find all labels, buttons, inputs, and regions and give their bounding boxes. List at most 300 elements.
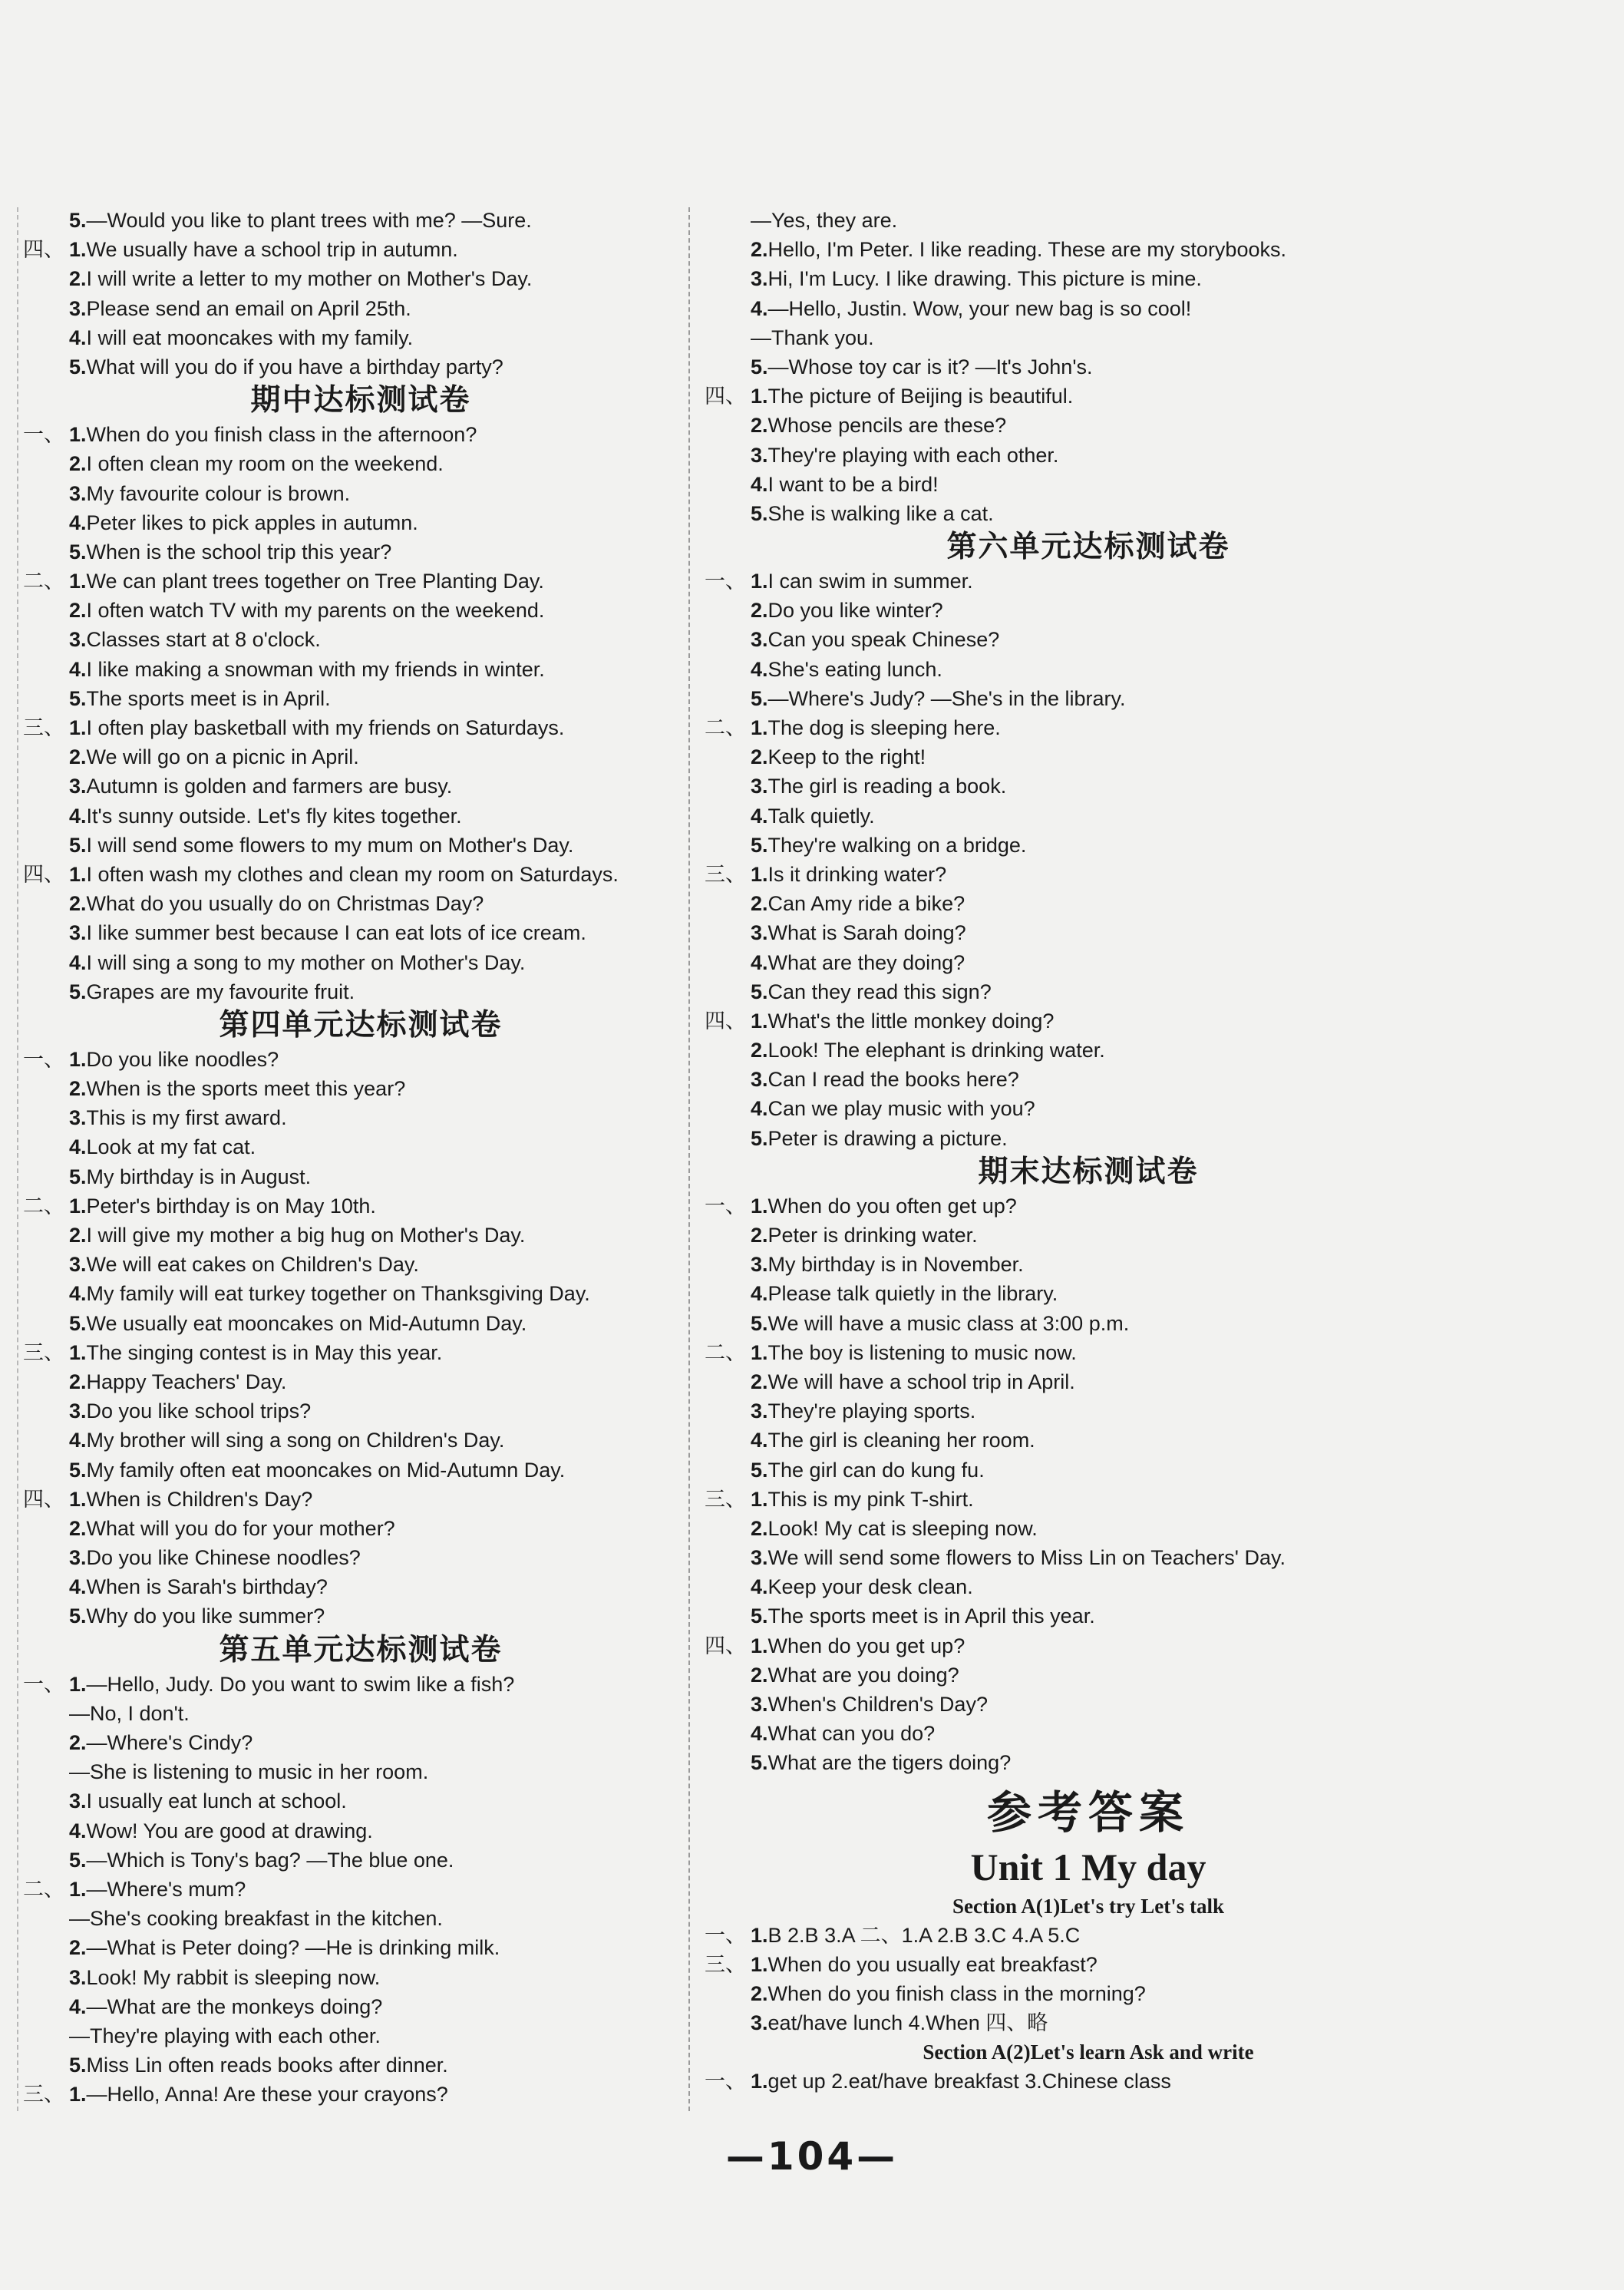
answer-text: They're playing with each other. (767, 443, 1059, 467)
item-number: 4. (751, 1282, 768, 1306)
item-number: 5. (69, 1311, 87, 1335)
answer-line (705, 1514, 1472, 1543)
item-number: 3. (69, 1546, 87, 1570)
answer-text: The girl is cleaning her room. (767, 1429, 1035, 1452)
answer-text: The singing contest is in May this year. (86, 1340, 443, 1364)
answer-text: I will eat mooncakes with my family. (86, 325, 414, 349)
item-number: 2. (69, 452, 87, 476)
item-number: 4. (69, 1575, 87, 1599)
answer-line (23, 264, 698, 293)
answer-line (705, 1921, 1472, 1950)
item-number: 3. (751, 443, 768, 467)
answer-text: When is Sarah's birthday? (86, 1575, 328, 1599)
answer-line (705, 1396, 1472, 1426)
answer-line (705, 1456, 1472, 1485)
item-number: 1. (751, 716, 768, 739)
part-label: 四、 (705, 385, 746, 408)
answer-line (23, 1132, 698, 1162)
answer-text: When do you finish class in the afternoon? (86, 423, 477, 447)
answer-text: Miss Lin often reads books after dinner. (86, 2054, 448, 2077)
answer-text: Can Amy ride a bike? (767, 892, 965, 916)
answer-line (705, 1250, 1472, 1279)
part-label: 一、 (705, 1194, 746, 1218)
answer-line (23, 1601, 698, 1631)
answer-line (23, 1426, 698, 1455)
answer-line (705, 567, 1472, 596)
answer-text: What can you do? (767, 1722, 936, 1746)
answer-line (23, 235, 698, 264)
item-number: 1. (751, 2070, 768, 2093)
answer-text: She is walking like a cat. (767, 501, 994, 525)
part-label: 三、 (705, 1487, 746, 1511)
answer-text: The girl is reading a book. (767, 775, 1007, 798)
item-number: 2. (751, 1039, 768, 1062)
item-number: 4. (69, 657, 87, 681)
item-number: 2. (69, 599, 87, 623)
item-number: 4. (69, 1282, 87, 1306)
answer-text: My birthday is in August. (86, 1165, 312, 1188)
left-margin-dash (17, 207, 18, 2111)
test-heading: 期末达标测试卷 (978, 1154, 1199, 1189)
answer-line (705, 1660, 1472, 1690)
item-number: 1. (69, 716, 87, 739)
answer-text: They're playing sports. (767, 1399, 976, 1423)
item-number: 5. (751, 980, 768, 1003)
item-number: 5. (751, 355, 768, 378)
answer-text: It's sunny outside. Let's fly kites together. (86, 804, 462, 828)
answer-text: I often watch TV with my parents on the weekend. (86, 599, 545, 623)
item-number: 5. (69, 1604, 87, 1628)
answer-line (23, 1786, 698, 1816)
item-number: 1. (751, 1194, 768, 1218)
answer-text: I often wash my clothes and clean my room on Saturdays. (86, 862, 619, 886)
answer-line (23, 1514, 698, 1543)
item-number: 1. (751, 385, 768, 408)
item-number: 2. (751, 1370, 768, 1393)
answer-text: What are you doing? (767, 1663, 959, 1687)
answer-text: We will have a school trip in April. (767, 1370, 1075, 1393)
answer-line (705, 1631, 1472, 1660)
answer-text: I like making a snowman with my friends in winter. (86, 657, 545, 681)
answer-line (705, 1690, 1472, 1719)
answer-text: —Where's Cindy? (86, 1731, 253, 1754)
item-number: 4. (69, 1429, 87, 1452)
item-number: 5. (751, 1311, 768, 1335)
item-number: 3. (69, 1399, 87, 1423)
item-number: 2. (751, 1663, 768, 1687)
answer-line (23, 801, 698, 831)
test-heading: 第四单元达标测试卷 (219, 1007, 503, 1043)
answer-line (705, 470, 1472, 499)
answer-line (705, 382, 1472, 411)
section-heading: Section A(2)Let's learn Ask and write (923, 2041, 1254, 2064)
answer-line (705, 1094, 1472, 1123)
right-column (705, 206, 1472, 2097)
part-label: 四、 (705, 1009, 746, 1033)
answer-text: —No, I don't. (69, 1701, 190, 1725)
answer-line (705, 1572, 1472, 1601)
answer-line (23, 1816, 698, 1846)
answer-text: Whose pencils are these? (767, 414, 1007, 438)
answer-text: Keep your desk clean. (767, 1575, 973, 1599)
item-number: 1. (751, 1952, 768, 1976)
item-number: 3. (69, 921, 87, 945)
answer-line (23, 1191, 698, 1221)
answer-text: They're walking on a bridge. (767, 833, 1027, 857)
item-number: 5. (751, 1751, 768, 1775)
item-number: 4. (751, 1575, 768, 1599)
answer-text: Please send an email on April 25th. (86, 296, 411, 320)
answer-text: The sports meet is in April. (86, 686, 331, 710)
answer-text: The boy is listening to music now. (767, 1340, 1077, 1364)
answer-text: What will you do if you have a birthday party? (86, 355, 503, 378)
answer-text: My birthday is in November. (767, 1253, 1024, 1277)
test-heading: 第五单元达标测试卷 (219, 1632, 503, 1667)
answer-line (705, 948, 1472, 977)
answer-text: What are they doing? (767, 950, 965, 974)
answer-text: —Would you like to plant trees with me? —Sure. (86, 209, 532, 232)
answer-line (705, 1950, 1472, 1979)
item-number: 4. (69, 1135, 87, 1159)
part-label: 一、 (23, 423, 64, 447)
answer-line (23, 1338, 698, 1367)
item-number: 2. (751, 1516, 768, 1540)
answer-text: This is my first award. (86, 1106, 287, 1130)
answer-text: —Hello, Anna! Are these your crayons? (86, 2083, 448, 2107)
answer-text: She's eating lunch. (767, 657, 942, 681)
answer-text: When do you often get up? (767, 1194, 1017, 1218)
answer-line (705, 977, 1472, 1006)
answer-line (705, 1065, 1472, 1094)
answer-line (705, 1006, 1472, 1036)
answer-text: Why do you like summer? (86, 1604, 325, 1628)
answer-line (705, 352, 1472, 382)
answer-line (23, 772, 698, 801)
item-number: 2. (751, 238, 768, 262)
answer-line (23, 831, 698, 860)
item-number: 1. (69, 1047, 87, 1071)
item-number: 4. (69, 804, 87, 828)
answer-text: Hello, I'm Peter. I like reading. These are my storybooks. (767, 238, 1286, 262)
answer-line (23, 1670, 698, 1699)
answer-text: —Yes, they are. (751, 209, 898, 232)
item-number: 2. (69, 1224, 87, 1247)
answer-text: I will sing a song to my mother on Mother's Day. (86, 950, 526, 974)
answer-line (705, 323, 1472, 352)
item-number: 4. (69, 1994, 87, 2018)
answer-text: I will send some flowers to my mum on Mother's Day. (86, 833, 574, 857)
item-number: 5. (69, 686, 87, 710)
answer-line (705, 499, 1472, 528)
answer-text: I often play basketball with my friends on Saturdays. (86, 716, 565, 739)
item-number: 5. (69, 2054, 87, 2077)
item-number: 1. (69, 1672, 87, 1696)
answer-text: Look! The elephant is drinking water. (767, 1039, 1105, 1062)
item-number: 5. (751, 1126, 768, 1150)
answer-line (23, 1904, 698, 1933)
answer-line (23, 294, 698, 323)
answer-line (705, 1979, 1472, 2008)
answer-text: Peter's birthday is on May 10th. (86, 1194, 376, 1218)
answer-line (705, 1748, 1472, 1777)
part-label: 一、 (705, 1923, 746, 1947)
answer-line (23, 2080, 698, 2109)
answer-line (23, 742, 698, 772)
item-number: 4. (751, 1097, 768, 1121)
part-label: 一、 (23, 1047, 64, 1071)
part-label: 二、 (705, 716, 746, 739)
answer-text: Look! My cat is sleeping now. (767, 1516, 1038, 1540)
answer-line (23, 567, 698, 596)
answer-text: We will eat cakes on Children's Day. (86, 1253, 419, 1277)
item-number: 3. (751, 775, 768, 798)
answer-line (705, 2067, 1472, 2096)
answer-line (23, 625, 698, 654)
answer-text: What are the tigers doing? (767, 1751, 1012, 1775)
answer-line (705, 831, 1472, 860)
answer-text: —Thank you. (751, 325, 874, 349)
answer-line (23, 1572, 698, 1601)
item-number: 2. (751, 599, 768, 623)
item-number: 5. (751, 1604, 768, 1628)
item-number: 2. (751, 745, 768, 769)
answer-line (23, 1846, 698, 1875)
item-number: 1. (751, 570, 768, 593)
part-label: 四、 (23, 862, 64, 886)
answer-text: Do you like Chinese noodles? (86, 1546, 361, 1570)
answer-line (705, 264, 1472, 293)
answer-line (705, 1221, 1472, 1250)
answer-text: I often clean my room on the weekend. (86, 452, 444, 476)
answer-text: Can you speak Chinese? (767, 628, 1000, 652)
answer-text: Look! My rabbit is sleeping now. (86, 1965, 381, 1989)
item-number: 5. (69, 833, 87, 857)
answer-text: When is Children's Day? (86, 1487, 313, 1511)
answer-line (23, 1485, 698, 1514)
part-label: 二、 (23, 1194, 64, 1218)
item-number: 1. (69, 570, 87, 593)
part-label: 四、 (23, 238, 64, 262)
answer-text: Grapes are my favourite fruit. (86, 980, 355, 1003)
item-number: 4. (751, 472, 768, 496)
answer-line (23, 1309, 698, 1338)
item-number: 4. (751, 1429, 768, 1452)
item-number: 3. (751, 1253, 768, 1277)
item-number: 2. (751, 1224, 768, 1247)
item-number: 4. (69, 950, 87, 974)
answer-text: Is it drinking water? (767, 862, 947, 886)
answer-line (23, 1963, 698, 1992)
answer-text: Do you like winter? (767, 599, 943, 623)
answer-line (705, 655, 1472, 684)
part-label: 一、 (23, 1672, 64, 1696)
item-number: 2. (69, 745, 87, 769)
answer-line (705, 1485, 1472, 1514)
item-number: 1. (69, 2083, 87, 2107)
answer-line (705, 596, 1472, 625)
answer-text: Talk quietly. (767, 804, 875, 828)
answer-line (23, 1103, 698, 1132)
answer-text: My family will eat turkey together on Thanksgiving Day. (86, 1282, 590, 1306)
item-number: 4. (69, 1819, 87, 1842)
answer-line (23, 323, 698, 352)
item-number: 5. (69, 355, 87, 378)
item-number: 2. (69, 892, 87, 916)
answer-text: I will give my mother a big hug on Mother's Day. (86, 1224, 526, 1247)
answer-text: Peter is drawing a picture. (767, 1126, 1008, 1150)
answer-text: Do you like noodles? (86, 1047, 279, 1071)
item-number: 2. (751, 414, 768, 438)
answer-line (23, 449, 698, 478)
answer-text: What do you usually do on Christmas Day? (86, 892, 484, 916)
answer-text: We usually eat mooncakes on Mid-Autumn Day. (86, 1311, 527, 1335)
item-number: 3. (751, 628, 768, 652)
item-number: 5. (69, 1165, 87, 1188)
part-label: 三、 (23, 716, 64, 739)
part-label: 一、 (705, 570, 746, 593)
answer-line (23, 1992, 698, 2021)
item-number: 2. (69, 1516, 87, 1540)
answer-text: Can we play music with you? (767, 1097, 1035, 1121)
item-number: 5. (69, 209, 87, 232)
item-number: 4. (69, 325, 87, 349)
item-number: 5. (751, 833, 768, 857)
item-number: 4. (751, 950, 768, 974)
answer-line (23, 1250, 698, 1279)
answer-text: —Which is Tony's bag? —The blue one. (86, 1848, 454, 1872)
answer-line (705, 1543, 1472, 1572)
answer-text: My family often eat mooncakes on Mid-Autumn Day. (86, 1458, 566, 1482)
answer-text: —Whose toy car is it? —It's John's. (767, 355, 1093, 378)
answer-line (705, 1124, 1472, 1153)
answer-line (23, 596, 698, 625)
item-number: 5. (69, 1848, 87, 1872)
item-number: 3. (751, 1693, 768, 1716)
test-heading: 第六单元达标测试卷 (946, 530, 1230, 565)
answer-text: B 2.B 3.A 二、1.A 2.B 3.C 4.A 5.C (767, 1923, 1081, 1947)
answer-text: —What are the monkeys doing? (86, 1994, 383, 2018)
item-number: 3. (69, 628, 87, 652)
item-number: 5. (69, 540, 87, 563)
answer-text: The girl can do kung fu. (767, 1458, 985, 1482)
item-number: 5. (69, 980, 87, 1003)
answer-line (705, 918, 1472, 947)
answer-line (705, 713, 1472, 742)
answer-line (23, 1396, 698, 1426)
answer-line (705, 1309, 1472, 1338)
item-number: 3. (751, 1546, 768, 1570)
page-number: —104— (725, 2134, 899, 2179)
answer-line (23, 1875, 698, 1904)
item-number: 5. (751, 1458, 768, 1482)
answer-line (23, 1074, 698, 1103)
part-label: 二、 (23, 570, 64, 593)
answer-text: —Where's Judy? —She's in the library. (767, 686, 1126, 710)
answer-text: —Hello, Judy. Do you want to swim like a fish? (86, 1672, 515, 1696)
item-number: 1. (69, 423, 87, 447)
item-number: 5. (751, 686, 768, 710)
answer-line (23, 206, 698, 235)
item-number: 3. (69, 1965, 87, 1989)
part-label: 三、 (23, 1340, 64, 1364)
part-label: 三、 (23, 2083, 64, 2107)
answer-text: This is my pink T-shirt. (767, 1487, 974, 1511)
answer-line (23, 1933, 698, 1962)
answer-text: —She's cooking breakfast in the kitchen. (69, 1907, 443, 1931)
answer-text: —She is listening to music in her room. (69, 1760, 429, 1784)
answer-line (705, 1191, 1472, 1221)
answer-line (23, 948, 698, 977)
item-number: 3. (69, 1106, 87, 1130)
item-number: 1. (69, 862, 87, 886)
answer-text: Autumn is golden and farmers are busy. (86, 775, 453, 798)
answer-text: When's Children's Day? (767, 1693, 988, 1716)
item-number: 1. (751, 862, 768, 886)
answer-line (705, 860, 1472, 889)
answer-text: When do you get up? (767, 1634, 965, 1657)
item-number: 1. (751, 1634, 768, 1657)
answer-line (23, 1279, 698, 1308)
answer-text: Peter is drinking water. (767, 1224, 978, 1247)
item-number: 3. (751, 1068, 768, 1092)
part-label: 四、 (705, 1634, 746, 1657)
answer-text: My favourite colour is brown. (86, 481, 351, 505)
test-heading: 期中达标测试卷 (250, 383, 471, 418)
answer-line (23, 1367, 698, 1396)
answer-line (23, 860, 698, 889)
answer-text: Do you like school trips? (86, 1399, 312, 1423)
answer-text: I will write a letter to my mother on Mother's Day. (86, 267, 533, 291)
part-label: 三、 (705, 862, 746, 886)
answer-line (23, 655, 698, 684)
answer-text: Peter likes to pick apples in autumn. (86, 511, 418, 534)
item-number: 1. (69, 1487, 87, 1511)
answer-text: Please talk quietly in the library. (767, 1282, 1058, 1306)
answer-line (705, 1719, 1472, 1748)
answer-line (23, 1221, 698, 1250)
answer-text: We will send some flowers to Miss Lin on Teachers' Day. (767, 1546, 1286, 1570)
item-number: 3. (751, 1399, 768, 1423)
answer-text: —What is Peter doing? —He is drinking milk. (86, 1936, 500, 1960)
answer-line (705, 441, 1472, 470)
item-number: 3. (69, 296, 87, 320)
answer-text: We can plant trees together on Tree Planting Day. (86, 570, 544, 593)
answer-line (23, 1045, 698, 1074)
answer-text: What is Sarah doing? (767, 921, 966, 945)
item-number: 5. (751, 501, 768, 525)
answer-text: When do you usually eat breakfast? (767, 1952, 1098, 1976)
answer-line (705, 1601, 1472, 1631)
answer-text: eat/have lunch 4.When 四、略 (767, 2011, 1048, 2035)
answer-text: get up 2.eat/have breakfast 3.Chinese class (767, 2070, 1171, 2093)
answer-line (23, 537, 698, 567)
answer-text: —Where's mum? (86, 1877, 246, 1901)
answer-line (705, 625, 1472, 654)
answer-line (23, 889, 698, 918)
answer-line (705, 889, 1472, 918)
answer-line (23, 508, 698, 537)
item-number: 3. (751, 2011, 768, 2035)
answer-text: I can swim in summer. (767, 570, 973, 593)
item-number: 4. (751, 1722, 768, 1746)
answer-line (23, 2021, 698, 2050)
answer-text: Classes start at 8 o'clock. (86, 628, 321, 652)
item-number: 3. (69, 775, 87, 798)
answer-text: When is the school trip this year? (86, 540, 392, 563)
answer-text: Look at my fat cat. (86, 1135, 256, 1159)
item-number: 2. (69, 1731, 87, 1754)
answer-text: We usually have a school trip in autumn. (86, 238, 458, 262)
